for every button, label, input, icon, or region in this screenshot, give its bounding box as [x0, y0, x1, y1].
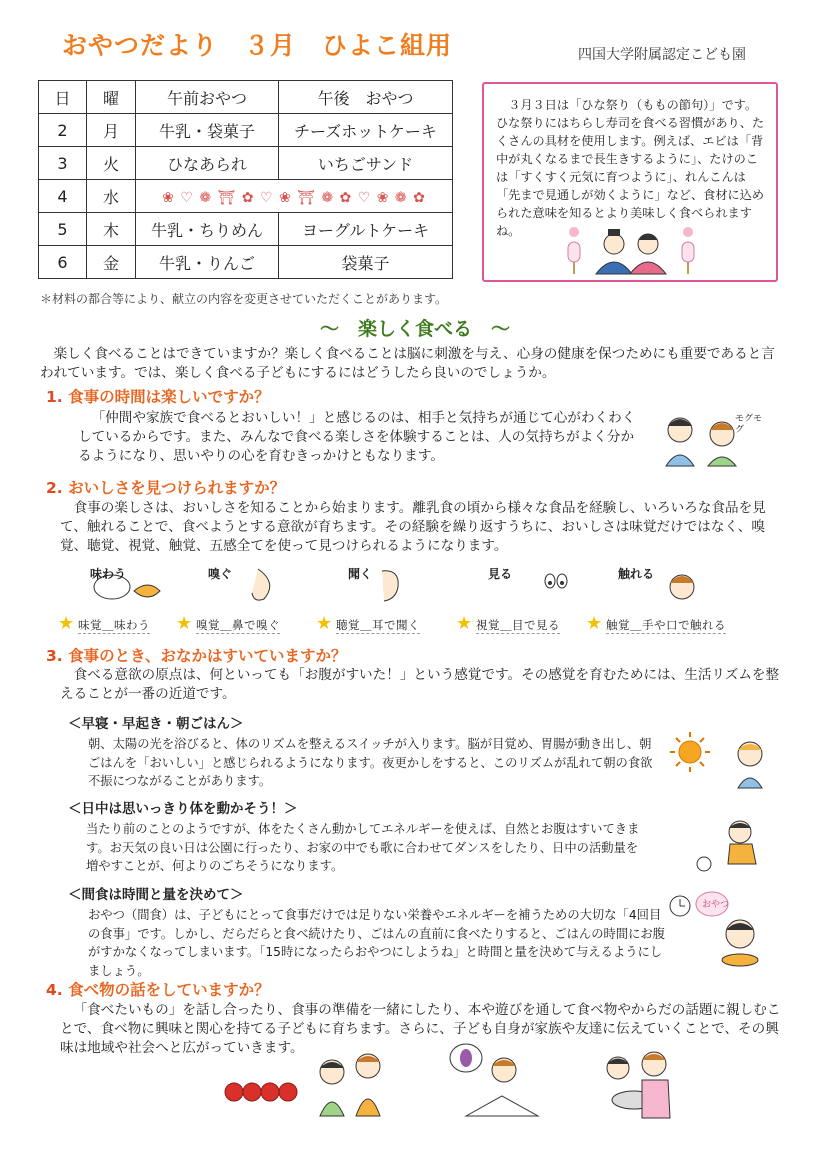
- menu-note: ＊材料の都合等により、献立の内容を変更させていただくことがあります。: [40, 292, 448, 306]
- subsection-body: 当たり前のことのようですが、体をたくさん動かしてエネルギーを使えば、自然とお腹はすいてきます。お天気の良い日は公園に行ったり、お家の中でも歌に合わせてダンスをしたり、日中の活動量を増やすことが、何よりのごちそうになります。: [86, 822, 640, 873]
- section-2-body: 食事の楽しさは、おいしさを知ることから始まります。離乳食の頃から様々な食品を経験し、いろいろな食品を見て、触れることで、食べようとする意欲が育ちます。その経験を繰り返すうちに、おいしさは味覚だけではなく、嗅覚、聴覚、視覚、触覚、五感全てを使って見つけられるようになります。: [60, 500, 766, 554]
- section-title: 食事のとき、おなかはすいていますか？: [68, 647, 347, 665]
- sense-sight: [456, 563, 584, 635]
- section-title: おいしさを見つけられますか？: [68, 479, 286, 497]
- hina-decoration-icon: ❀ ♡ ❁ ⛩ ✿ ♡ ❀ ⛩ ❁ ✿ ♡ ❀ ❁ ✿: [162, 189, 426, 206]
- cell-afternoon: チーズホットケーキ: [279, 114, 453, 147]
- sense-word: 味わう: [90, 567, 127, 581]
- cell-morning: 牛乳・りんご: [136, 246, 279, 279]
- cell-weekday: 金: [87, 246, 136, 279]
- cell-weekday: 木: [87, 213, 136, 246]
- star-icon: ★: [316, 613, 333, 634]
- sense-label: 触覚＿手や口で触れる: [606, 618, 726, 632]
- section-number: 2.: [46, 479, 63, 497]
- section-3-heading: [46, 644, 346, 666]
- star-icon: ★: [586, 613, 603, 634]
- cell-afternoon: 袋菓子: [279, 246, 453, 279]
- cell-weekday: 水: [87, 180, 136, 213]
- cell-day: 3: [39, 147, 87, 180]
- section-title: 食べ物の話をしていますか？: [68, 981, 270, 999]
- sense-word: 見る: [488, 567, 513, 581]
- table-row: [39, 213, 453, 246]
- sense-smell: [176, 563, 304, 635]
- hina-doll-icon: [566, 226, 696, 276]
- cell-afternoon: いちごサンド: [279, 147, 453, 180]
- header-afternoon-snack: 午後 おやつ: [279, 81, 453, 114]
- sense-word: 聞く: [348, 567, 373, 581]
- section-subtitle: ～ 楽しく食べる ～: [319, 318, 510, 340]
- section-number: 4.: [46, 981, 63, 999]
- cell-morning: ひなあられ: [136, 147, 279, 180]
- star-icon: ★: [456, 613, 473, 634]
- cell-morning: 牛乳・ちりめん: [136, 213, 279, 246]
- section-1-body: 「仲間や家族で食べるとおいしい！」と感じるのは、相手と気持ちが通じて心がわくわくしているからです。また、みんなで食べる楽しさを体験することは、人の気持ちがよく分かるようになり、思いやりの心を育むきっかけともなります。: [78, 410, 636, 464]
- sense-touch: [586, 563, 726, 635]
- sense-label: 嗅覚＿鼻で嗅ぐ: [196, 618, 280, 632]
- cell-morning: 牛乳・袋菓子: [136, 114, 279, 147]
- cell-afternoon: ヨーグルトケーキ: [279, 213, 453, 246]
- cell-day: 2: [39, 114, 87, 147]
- subsection-heading: ＜日中は思いっきり体を動かそう！＞: [68, 801, 298, 817]
- apple-icon: [220, 1052, 390, 1118]
- snack-bubble-label: おやつ: [702, 900, 730, 910]
- star-icon: ★: [176, 613, 193, 634]
- section-4-body: 「食べたいもの」を話し合ったり、食事の準備を一緒にしたり、本や遊びを通して食べ物やからだの話題に親しむことで、食べ物に興味と関心を持てる子どもに育ちます。さらに、子ども自身が家族や友達に伝えていくことで、その興味は地域や社会へと広がっていきます。: [60, 1002, 781, 1056]
- hina-matsuri-box: [482, 82, 778, 282]
- table-row: [39, 114, 453, 147]
- subsection-body: おやつ（間食）は、子どもにとって食事だけでは足りない栄養やエネルギーを補うための大切な「4回目の食事」です。しかし、だらだらと食べ続けたり、ごはんの直前に食べたりすると、ごはんの時間にお腹がすかなくなってしまいます。「15時になったらおやつにしようね」と時間と量を決めて与えるようにしましょう。: [88, 908, 665, 978]
- reading-book-illustration: [446, 1040, 556, 1118]
- cooking-together-illustration: [598, 1050, 678, 1120]
- section-4-heading: [46, 978, 270, 1000]
- cell-day: 5: [39, 213, 87, 246]
- five-senses-row: [58, 563, 758, 635]
- section-number: 1.: [46, 388, 63, 406]
- cell-day: 6: [39, 246, 87, 279]
- running-child-illustration: [690, 818, 780, 878]
- cell-weekday: 月: [87, 114, 136, 147]
- table-row: [39, 246, 453, 279]
- cell-weekday: 火: [87, 147, 136, 180]
- hina-decoration-cell: [136, 180, 453, 213]
- sense-label: 味覚＿味わう: [78, 618, 150, 632]
- sun-icon: [670, 730, 780, 790]
- section-3-body: 食べる意欲の原点は、何といっても「お腹がすいた！」という感覚です。その感覚を育むためには、生活リズムを整えることが一番の近道です。: [60, 667, 780, 702]
- snack-menu-table: [38, 80, 453, 279]
- sense-word: 嗅ぐ: [208, 567, 233, 581]
- section-1-heading: [46, 385, 270, 407]
- chewing-sfx: モグモグ: [735, 414, 763, 435]
- table-header-row: [39, 81, 453, 114]
- header-weekday: 曜: [87, 81, 136, 114]
- table-row: [39, 180, 453, 213]
- subsection-body: 朝、太陽の光を浴びると、体のリズムを整えるスイッチが入ります。脳が目覚め、胃腸が動き出し、朝ごはんを「おいしい」と感じられるようになります。夜更かしをすると、このリズムが乱れて朝の食欲不振につながることがあります。: [88, 737, 653, 788]
- intro-paragraph: 楽しく食べることはできていますか？楽しく食べることは脳に刺激を与え、心身の健康を保つためにも重要であると言われています。では、楽しく食べる子どもにするにはどうしたら良いのでしょうか。: [40, 346, 775, 381]
- school-name: 四国大学附属認定こども園: [578, 47, 746, 63]
- sense-word: 触れる: [618, 567, 655, 581]
- hina-matsuri-text: ３月３日は「ひな祭り（ももの節句）」です。ひな祭りにはちらし寿司を食べる習慣があり、たくさんの具材を使用します。例えば、エビは「背中が丸くなるまで長生きするように」、たけのこは「すくすく元気に育つように」、れんこんは「先まで見通しが効くように」など、食材に込められた意味を知るとより美味しく食べられますね。: [496, 98, 765, 238]
- section-2-heading: [46, 476, 285, 498]
- sense-label: 聴覚＿耳で聞く: [336, 618, 420, 632]
- sense-hearing: [316, 563, 444, 635]
- sense-label: 視覚＿目で見る: [476, 618, 560, 632]
- page-title: おやつだより ３月 ひよこ組用: [62, 31, 453, 60]
- header-day: 日: [39, 81, 87, 114]
- section-title: 食事の時間は楽しいですか？: [68, 388, 270, 406]
- subsection-heading: ＜早寝・早起き・朝ごはん＞: [68, 716, 244, 732]
- section-number: 3.: [46, 647, 63, 665]
- header-morning-snack: 午前おやつ: [136, 81, 279, 114]
- table-row: [39, 147, 453, 180]
- subsection-heading: ＜間食は時間と量を決めて＞: [68, 887, 244, 903]
- cell-day: 4: [39, 180, 87, 213]
- sense-taste: [58, 563, 186, 635]
- star-icon: ★: [58, 613, 75, 634]
